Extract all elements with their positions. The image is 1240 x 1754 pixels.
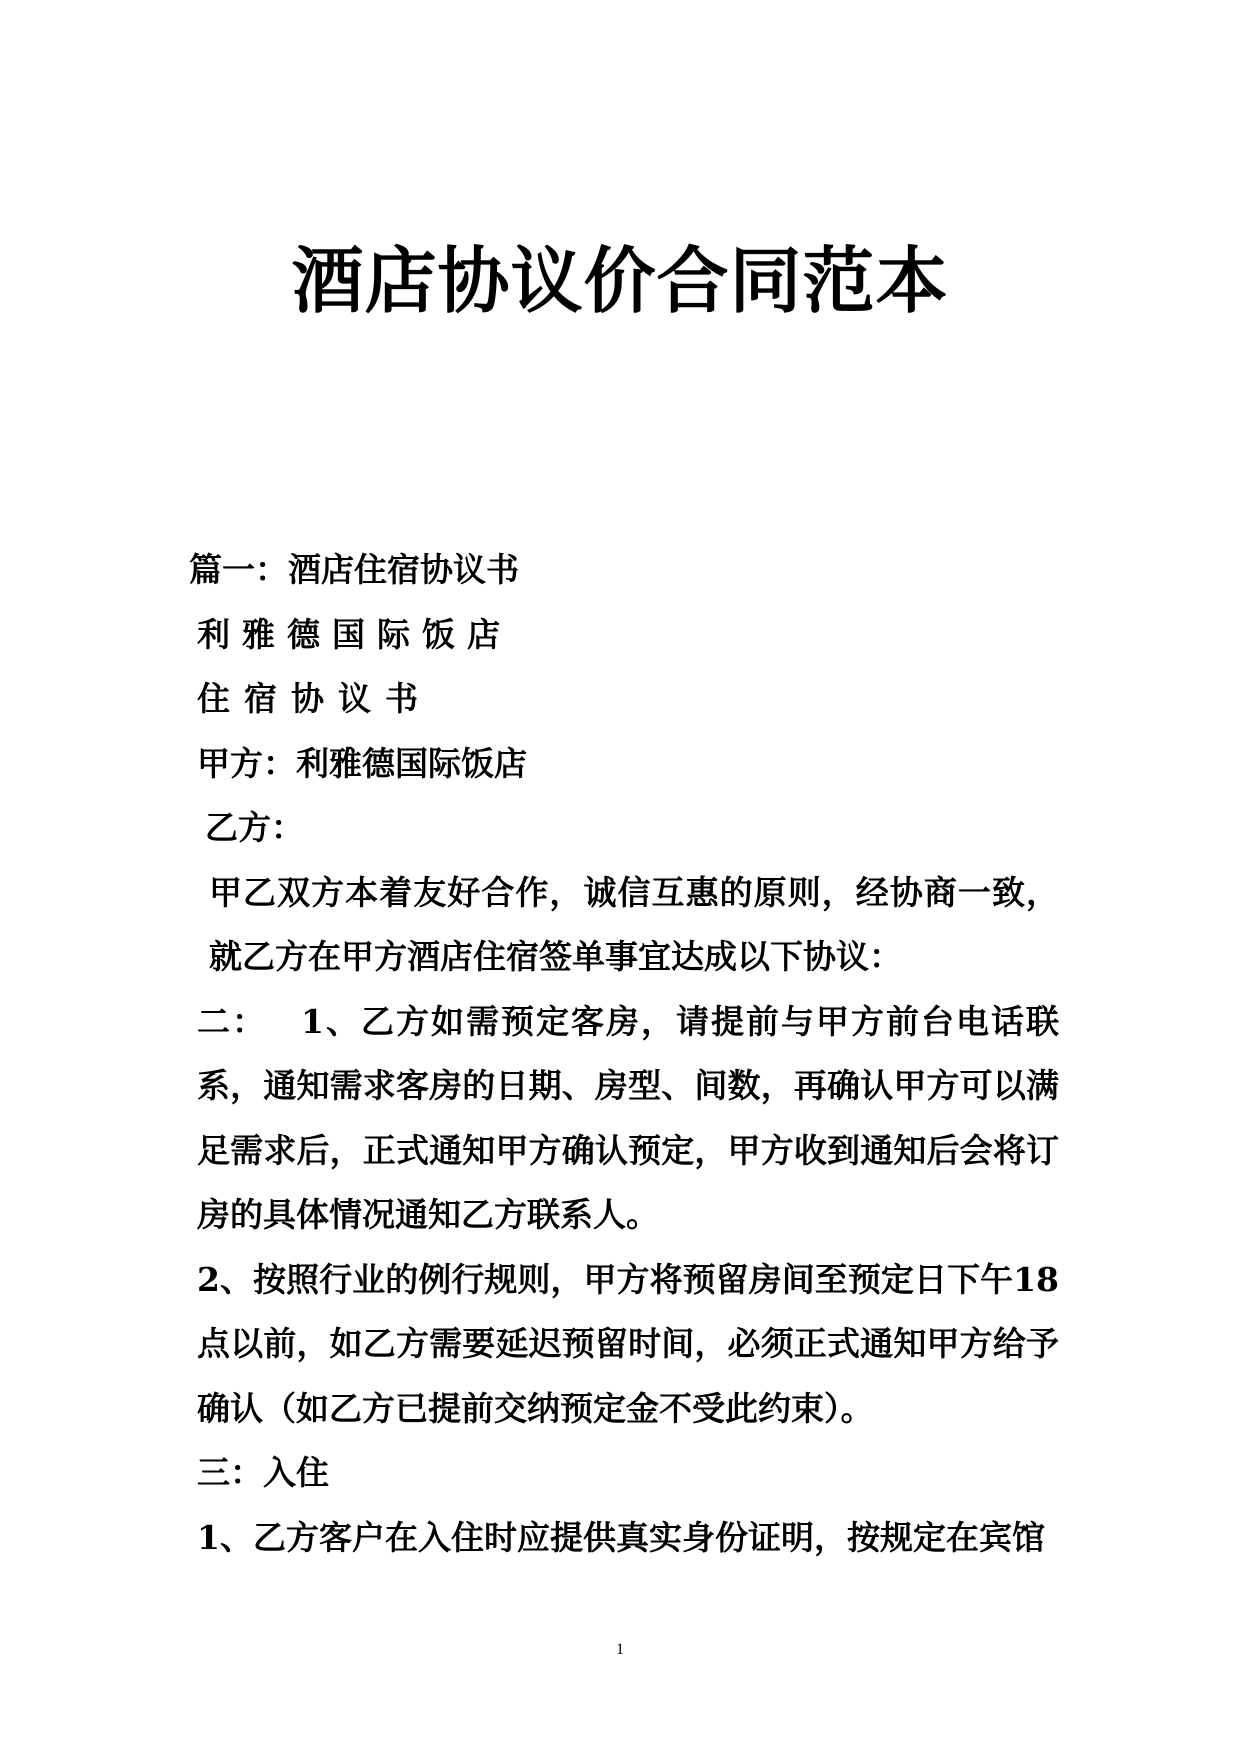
section-2-label: 二： (197, 1001, 268, 1041)
hotel-name-line: 利雅德国际饭店 (197, 614, 512, 654)
page-number: 1 (616, 1641, 624, 1658)
party-b-line: 乙方： (205, 808, 304, 847)
section-2-item-1-paragraph (189, 990, 1059, 1248)
party-a-line: 甲方：利雅德国际饭店 (197, 743, 527, 783)
section-3-item-1-paragraph: 1、乙方客户在入住时应提供真实身份证明，按规定在宾馆 (197, 1517, 1045, 1557)
document-title: 酒店协议价合同范本 (291, 238, 949, 323)
section-2-item-2-paragraph: 2、按照行业的例行规则，甲方将预留房间至预定日下午18点以前，如乙方需要延迟预留时间，必须正式通知甲方给予确认（如乙方已提前交纳预定金不受此约束）。 (197, 1259, 1059, 1428)
section-2-item-1-text: 1、乙方如需预定客房，请提前与甲方前台电话联系，通知需求客房的日期、房型、间数，再确认甲方可以满足需求后，正式通知甲方确认预定，甲方收到通知后会将订房的具体情况通知乙方联系人。 (197, 1001, 1060, 1234)
intro-paragraph: 甲乙双方本着友好合作，诚信互惠的原则，经协商一致，就乙方在甲方酒店住宿签单事宜达成以下协议： (209, 872, 1059, 976)
section-3-heading: 三：入住 (197, 1453, 329, 1492)
agreement-title-line: 住宿协议书 (197, 679, 432, 718)
section-1-heading: 篇一：酒店住宿协议书 (189, 550, 519, 589)
document-body (189, 538, 1059, 1570)
